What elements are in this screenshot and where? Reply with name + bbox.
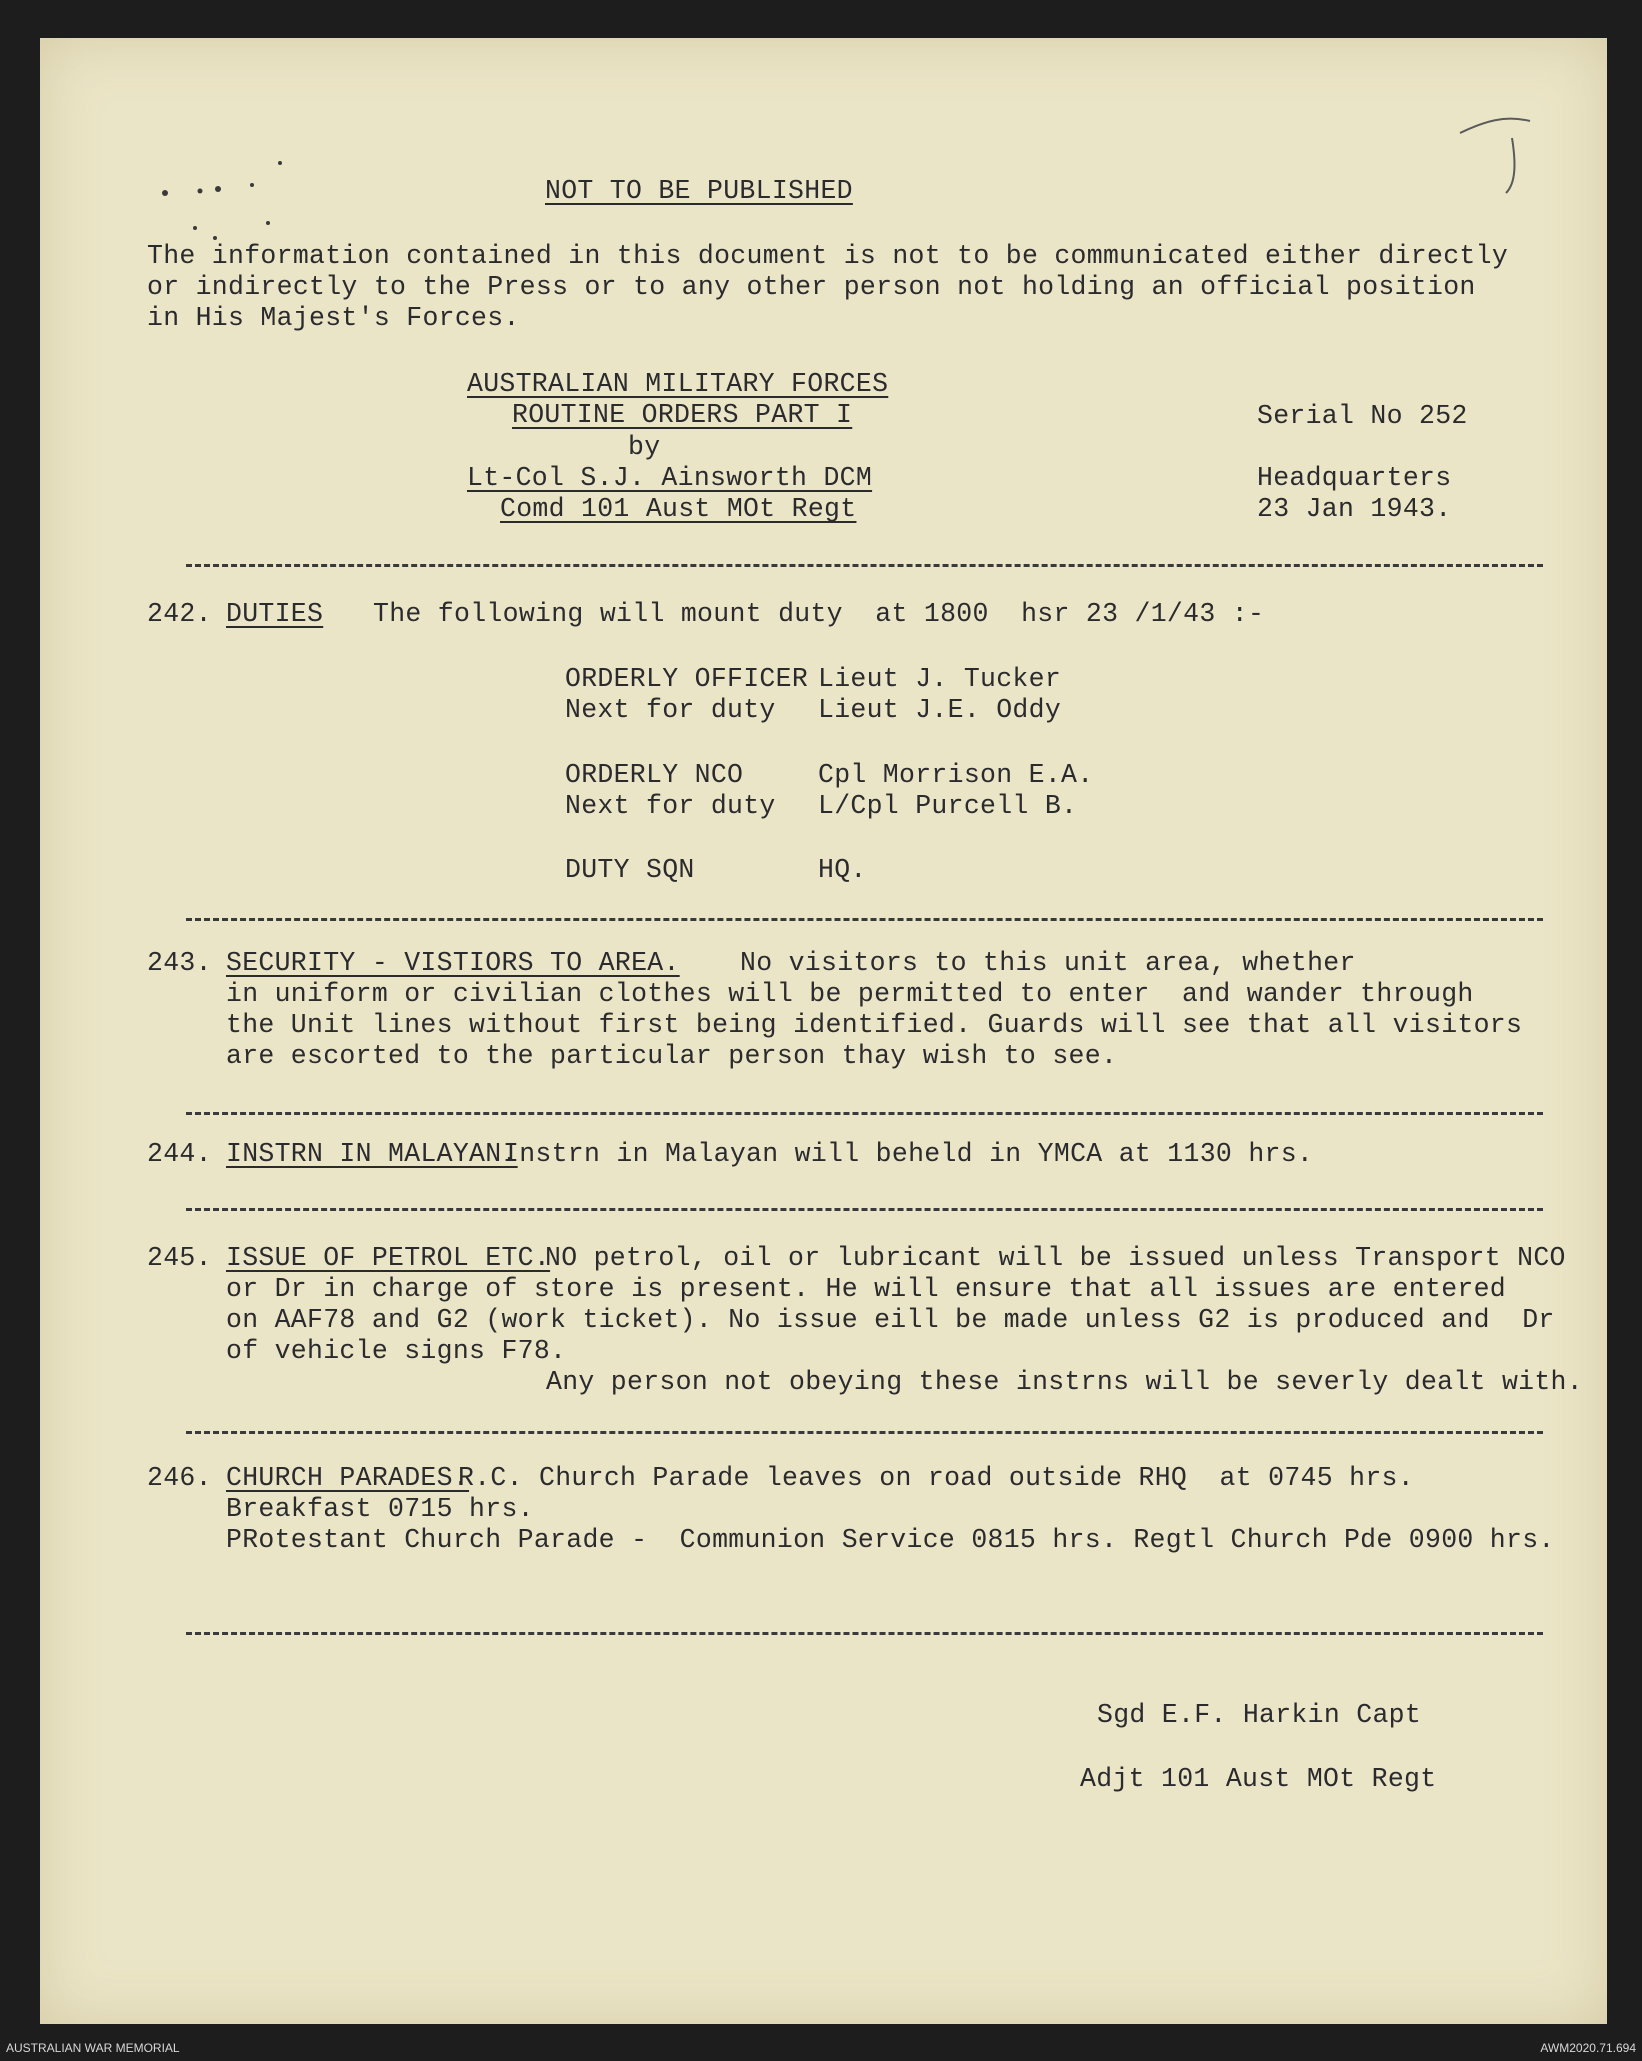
ink-specks [140,123,340,243]
order-245-line: NO petrol, oil or lubricant will be issued unless Transport NCO [545,1243,1566,1273]
caveat-line-2: or indirectly to the Press or to any other person not holding an official position [147,272,1476,302]
order-246-line: Breakfast 0715 hrs. [226,1494,534,1524]
command-line: Comd 101 Aust MOt Regt [500,494,857,524]
divider [186,1112,1543,1115]
caveat-title: NOT TO BE PUBLISHED [545,176,853,206]
org-title: AUSTRALIAN MILITARY FORCES [467,369,889,399]
duty-name: L/Cpl Purcell B. [818,791,1078,821]
footer-credit: AUSTRALIAN WAR MEMORIAL [6,2041,180,2055]
duty-role: ORDERLY OFFICER [565,664,809,694]
order-245-line: Any person not obeying these instrns will be severly dealt with. [546,1367,1583,1397]
duty-role: Next for duty [565,695,776,725]
by-line: by [628,432,661,462]
order-243-line: the Unit lines without first being identified. Guards will see that all visitors [226,1010,1523,1040]
duty-role: ORDERLY NCO [565,760,744,790]
pencil-mark [1440,93,1550,203]
order-242-title: DUTIES [226,599,324,629]
hq-label: Headquarters [1257,463,1452,493]
signature-line-1: Sgd E.F. Harkin Capt [1097,1700,1422,1730]
caveat-line-1: The information contained in this document is not to be communicated either directly [147,241,1509,271]
order-243-number: 243. [147,948,212,978]
order-243-line: in uniform or civilian clothes will be permitted to enter and wander through [226,979,1474,1009]
order-242-text: The following will mount duty at 1800 hsr 23 /1/43 :- [373,599,1265,629]
duty-role: Next for duty [565,791,776,821]
order-244-text: Instrn in Malayan will beheld in YMCA at 1130 hrs. [503,1139,1314,1169]
doc-title: ROUTINE ORDERS PART I [512,400,853,430]
caveat-line-3: in His Majest's Forces. [147,303,520,333]
duty-name: Lieut J.E. Oddy [818,695,1062,725]
divider [186,564,1543,567]
doc-date: 23 Jan 1943. [1257,494,1452,524]
officer-name: Lt-Col S.J. Ainsworth DCM [467,463,873,493]
divider [186,1632,1543,1635]
serial-number: Serial No 252 [1257,401,1468,431]
order-243-title: SECURITY - VISTIORS TO AREA. [226,948,680,978]
duty-name: HQ. [818,855,867,885]
order-246-line: PRotestant Church Parade - Communion Service 0815 hrs. Regtl Church Pde 0900 hrs. [226,1525,1555,1555]
order-244-title: INSTRN IN MALAYAN. [226,1139,518,1169]
footer-accession: AWM2020.71.694 [1540,2041,1636,2055]
order-245-line: on AAF78 and G2 (work ticket). No issue eill be made unless G2 is produced and Dr [226,1305,1555,1335]
duty-name: Cpl Morrison E.A. [818,760,1094,790]
divider [186,918,1543,921]
divider [186,1431,1543,1434]
order-243-line: No visitors to this unit area, whether [740,948,1356,978]
signature-line-2: Adjt 101 Aust MOt Regt [1080,1764,1437,1794]
divider [186,1208,1543,1211]
order-245-title: ISSUE OF PETROL ETC. [226,1243,551,1273]
order-245-line: of vehicle signs F78. [226,1336,567,1366]
order-246-number: 246. [147,1463,212,1493]
order-245-line: or Dr in charge of store is present. He will ensure that all issues are entered [226,1274,1507,1304]
duty-name: Lieut J. Tucker [818,664,1062,694]
duty-role: DUTY SQN [565,855,695,885]
order-246-title: CHURCH PARADES. [226,1463,470,1493]
order-243-line: are escorted to the particular person thay wish to see. [226,1041,1118,1071]
order-245-number: 245. [147,1243,212,1273]
order-244-number: 244. [147,1139,212,1169]
order-246-line: R.C. Church Parade leaves on road outside RHQ at 0745 hrs. [458,1463,1414,1493]
document-page [40,38,1607,2024]
order-242-number: 242. [147,599,212,629]
